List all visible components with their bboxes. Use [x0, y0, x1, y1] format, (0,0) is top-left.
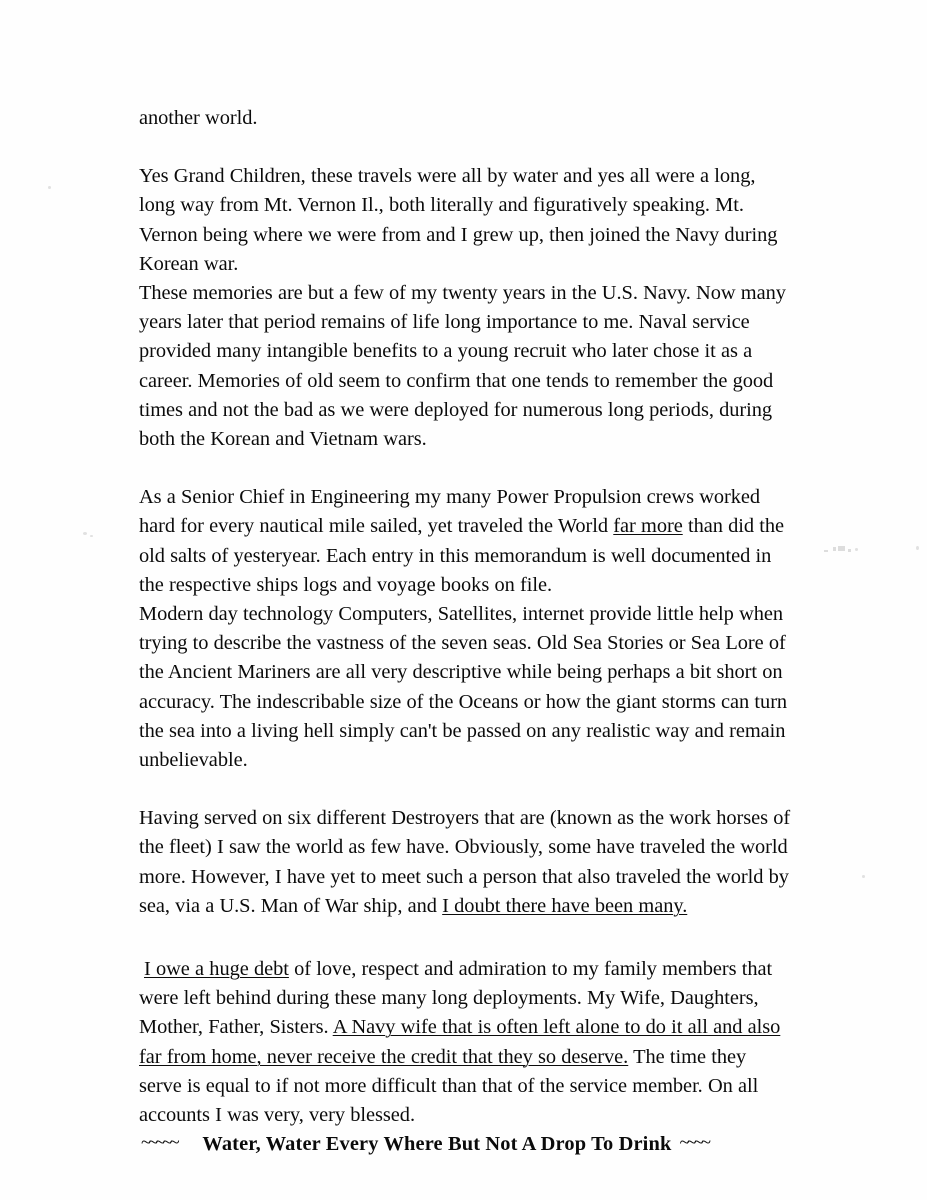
underlined-phrase-i-doubt-there-have-been-many: I doubt there have been many.	[442, 894, 688, 917]
paragraph-grandchildren: Yes Grand Children, these travels were all by water and yes all were a long, long way from Mt. Vernon Il., both literally and figuratively speaking. Mt. Vernon being where we were from and I grew up, then joined the Navy during Korean war.	[139, 165, 778, 275]
paragraph-segment-plain: The time they serve is equal to if not more difficult than that of the service member. On all accounts I was very, very blessed.	[139, 1045, 759, 1127]
paragraph-modern-technology: Modern day technology Computers, Satellites, internet provide little help when trying to describe the vastness of the seven seas. Old Sea Stories or Sea Lore of the Ancient Mariners are all very descriptive while being perhaps a bit short on accuracy. The indescribable size of the Oceans or how the giant storms can turn the sea into a living hell simply can't be passed on any realistic way and remain unbelievable.	[139, 603, 788, 772]
scan-speckle-cluster	[824, 546, 864, 554]
wave-ornament-right-icon: ~~~~	[679, 1132, 708, 1154]
scan-speckle	[916, 546, 919, 550]
underlined-phrase-navy-wife: A Navy wife that is often left alone to do it all and also far from home, never receive the credit that they so deserve.	[139, 1016, 781, 1068]
scan-speckle	[83, 532, 87, 535]
wave-ornament-left-icon: ~~~~~	[141, 1132, 177, 1154]
underlined-phrase-far-more: far more	[613, 515, 683, 538]
scan-speckle	[862, 875, 865, 878]
underlined-phrase-i-owe-a-huge-debt: I owe a huge debt	[144, 958, 289, 981]
closing-quote-text: Water, Water Every Where But Not A Drop To Drink	[202, 1133, 672, 1156]
scan-speckle	[90, 535, 93, 537]
document-text-body	[139, 104, 791, 1160]
scan-speckle	[48, 186, 51, 189]
paragraph-opening-fragment: another world.	[139, 107, 258, 129]
closing-quote-line	[139, 1130, 791, 1159]
paragraph-segment-plain: of love, respect and admiration to my family members that were left behind during these many long deployments. My Wife, Daughters, Mother, Father, Sisters.	[139, 958, 773, 1039]
paragraph-segment-plain: As a Senior Chief in Engineering my many Power Propulsion crews worked hard for every nautical mile sailed, yet traveled the World	[139, 486, 761, 538]
paragraph-segment-plain: than did the old salts of yesteryear. Each entry in this memorandum is well documented in the respective ships logs and voyage books on file.	[139, 515, 785, 596]
paragraph-destroyers	[139, 804, 791, 921]
paragraph-segment-plain: Having served on six different Destroyers that are (known as the work horses of the fleet) I saw the world as few have. Obviously, some have traveled the world more. However, I have yet to meet such a person that also traveled the world by sea, via a U.S. Man of War ship, and	[139, 807, 791, 917]
paragraph-twenty-years-navy: These memories are but a few of my twenty years in the U.S. Navy. Now many years later that period remains of life long importance to me. Naval service provided many intangible benefits to a young recruit who later chose it as a career. Memories of old seem to confirm that one tends to remember the good times and not the bad as we were deployed for numerous long periods, during both the Korean and Vietnam wars.	[139, 282, 786, 451]
paragraph-family-debt	[139, 955, 791, 1130]
paragraph-senior-chief	[139, 483, 791, 600]
